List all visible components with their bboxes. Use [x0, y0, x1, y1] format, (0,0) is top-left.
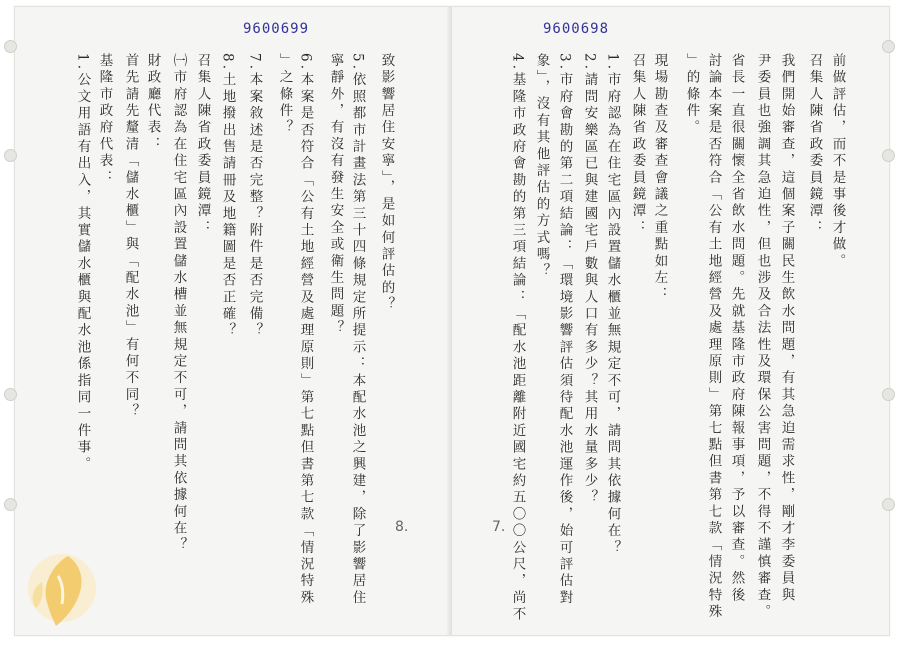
binder-hole-left-top	[4, 40, 17, 53]
binder-hole-left	[4, 149, 17, 162]
text-column: ㈠市府認為在住宅區內設置儲水槽並無規定不可，請問其依據何在？	[170, 53, 187, 554]
binder-hole-right-top	[882, 40, 895, 53]
binder-hole-right	[882, 388, 895, 401]
text-column: 首先請先釐清「儲水櫃」與「配水池」有何不同？	[122, 53, 139, 421]
text-column: 寧靜外，有沒有發生安全或衛生問題？	[327, 53, 344, 337]
page-number-left: 8.	[395, 519, 409, 535]
text-column: 召集人陳省政委員鏡潭：	[806, 53, 823, 237]
text-column: 討論本案是否符合「公有土地經營及處理原則」第七點但書第七款「情況特殊	[705, 53, 722, 621]
right-page	[452, 7, 889, 635]
text-column: 前做評估，而不是事後才做。	[829, 53, 846, 271]
page-number-right: 7.	[492, 519, 506, 535]
text-column: 5.依照都市計畫法第三十四條規定所提示：本配水池之興建，除了影響居住	[349, 53, 366, 607]
text-column: 尹委員也強調其急迫性，但也涉及合法性及環保公害問題，不得不謹慎審查。	[754, 53, 771, 621]
text-column: 財政廳代表：	[144, 53, 161, 154]
text-column: 6.本案是否符合「公有土地經營及處理原則」第七點但書第七款「情況特殊	[297, 53, 314, 607]
archive-stamp-left: 9600699	[243, 21, 310, 37]
text-column: 7.本案敘述是否完整？附件是否完備？	[246, 53, 263, 340]
text-column: 召集人陳省政委員鏡潭：	[194, 53, 211, 237]
text-column: 我們開始審查，這個案子關民生飲水問題，有其急迫需求性，剛才李委員與	[778, 53, 795, 605]
binder-hole-right-bottom	[882, 498, 895, 511]
archive-stamp-right: 9600698	[543, 21, 610, 37]
binder-hole-right	[882, 149, 895, 162]
text-column: 象」，沒有其他評估的方式嗎？	[533, 53, 550, 281]
binder-hole-left	[4, 388, 17, 401]
text-column: 」的條件。	[683, 53, 700, 137]
text-column: 1.市府認為在住宅區內設置儲水櫃並無規定不可，請問其依據何在？	[604, 53, 621, 557]
text-column: 8.土地撥出售請冊及地籍圖是否正確？	[219, 53, 236, 340]
text-column: 召集人陳省政委員鏡潭：	[629, 53, 646, 237]
left-page	[15, 7, 452, 635]
text-column: 現場勘查及審查會議之重點如左：	[651, 53, 668, 304]
text-column: 省長一直很關懷全省飲水問題。先就基隆市政府陳報事項，予以審查。然後	[728, 53, 745, 605]
binder-hole-left-bottom	[4, 498, 17, 511]
text-column: 3.市府會勘的第二項結論：「環境影響評估須待配水池運作後，始可評估對	[556, 53, 573, 607]
text-column: 1.公文用語有出入，其實儲水櫃與配水池係指同一件事。	[74, 53, 91, 474]
text-column: 致影響居住安寧」，是如何評估的？	[378, 53, 395, 314]
archive-logo-icon	[22, 548, 100, 632]
text-column: 4.基隆市政府會勘的第三項結論：「配水池距離附近國宅約五〇〇公尺，尚不	[509, 53, 526, 624]
text-column: 」之條件？	[276, 53, 293, 137]
text-column: 2.請問安樂區已與建國宅戶數與人口有多少？其用水量多少？	[581, 53, 598, 507]
document-spread	[14, 6, 890, 636]
text-column: 基隆市政府代表：	[96, 53, 113, 187]
